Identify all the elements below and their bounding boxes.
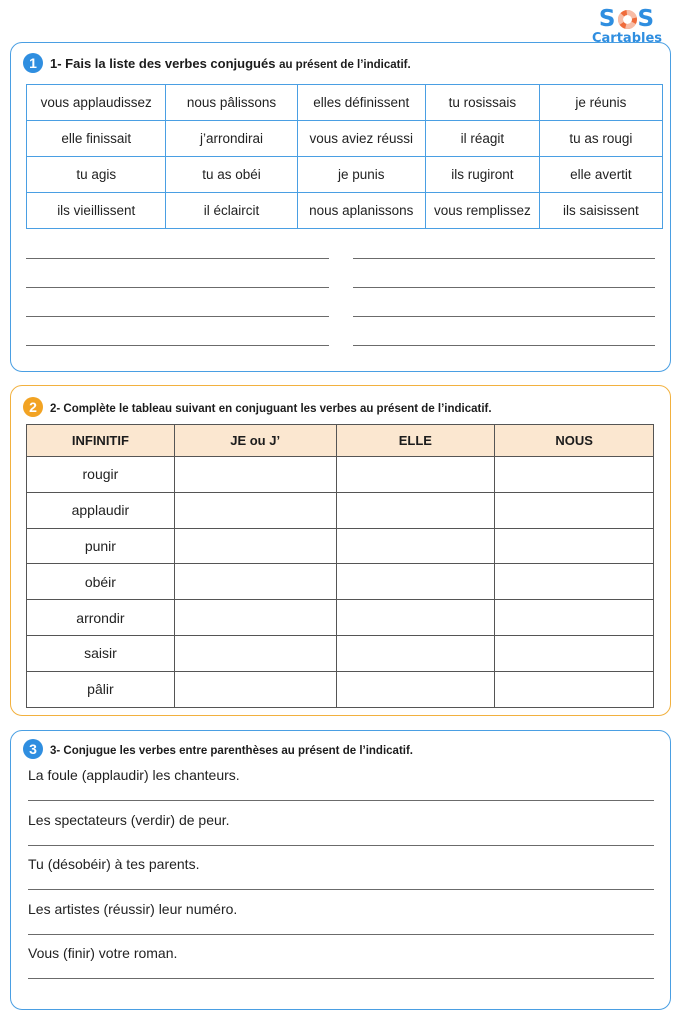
answer-cell-je[interactable] (174, 671, 336, 707)
conjugation-row (27, 528, 654, 564)
answer-cell-nous[interactable] (495, 671, 654, 707)
answer-cell-nous[interactable] (495, 564, 654, 600)
conjugation-table (26, 424, 654, 708)
exercise-1-heading: 1- Fais la liste des verbes conjugués au présent de l’indicatif. (50, 56, 411, 71)
exercise-sentence: Vous (finir) votre roman. (28, 945, 178, 961)
answer-line[interactable] (26, 316, 329, 317)
answer-cell-je[interactable] (174, 635, 336, 671)
verb-grid-cell: tu as obéi (166, 157, 297, 193)
exercise-sentence: Tu (désobéir) à tes parents. (28, 856, 200, 872)
answer-line[interactable] (28, 845, 654, 846)
verb-grid-cell: ils vieillissent (27, 193, 166, 229)
answer-line[interactable] (353, 316, 655, 317)
answer-cell-elle[interactable] (336, 600, 495, 636)
answer-cell-nous[interactable] (495, 457, 654, 493)
answer-cell-elle[interactable] (336, 635, 495, 671)
answer-line[interactable] (353, 345, 655, 346)
answer-line[interactable] (28, 978, 654, 979)
answer-cell-elle[interactable] (336, 528, 495, 564)
answer-line[interactable] (26, 345, 329, 346)
infinitive-cell: rougir (27, 457, 175, 493)
verb-grid-cell: nous pâlissons (166, 85, 297, 121)
exercise-sentence: Les spectateurs (verdir) de peur. (28, 811, 230, 828)
answer-cell-je[interactable] (174, 528, 336, 564)
verb-grid-cell: il éclaircit (166, 193, 297, 229)
verb-grid-cell: tu as rougi (539, 121, 662, 157)
conjugation-row (27, 600, 654, 636)
column-header-elle: ELLE (336, 425, 495, 457)
infinitive-cell: arrondir (27, 600, 175, 636)
infinitive-cell: saisir (27, 635, 175, 671)
answer-cell-je[interactable] (174, 457, 336, 493)
answer-cell-elle[interactable] (336, 564, 495, 600)
exercise-2-section (10, 385, 671, 716)
answer-line[interactable] (28, 934, 654, 935)
verb-grid-row (27, 157, 663, 193)
answer-cell-elle[interactable] (336, 671, 495, 707)
verb-grid (26, 84, 663, 229)
column-header-je: JE ou J’ (174, 425, 336, 457)
answer-cell-je[interactable] (174, 600, 336, 636)
logo-sos: S S (598, 6, 656, 32)
infinitive-cell: pâlir (27, 671, 175, 707)
answer-cell-nous[interactable] (495, 600, 654, 636)
exercise-1-section (10, 42, 671, 372)
answer-line[interactable] (26, 287, 329, 288)
verb-grid-row (27, 193, 663, 229)
verb-grid-cell: ils rugiront (425, 157, 539, 193)
answer-cell-nous[interactable] (495, 492, 654, 528)
exercise-3-heading: 3- Conjugue les verbes entre parenthèses au présent de l’indicatif. (50, 745, 413, 757)
exercise-sentence: Les artistes (réussir) leur numéro. (28, 900, 238, 917)
conjugation-row (27, 492, 654, 528)
infinitive-cell: applaudir (27, 492, 175, 528)
exercise-2-heading: 2- Complète le tableau suivant en conjuguant les verbes au présent de l’indicatif. (50, 403, 492, 415)
verb-grid-cell: ils saisissent (539, 193, 662, 229)
verb-grid-cell: elle finissait (27, 121, 166, 157)
conjugation-row (27, 671, 654, 707)
lifebuoy-icon (618, 10, 637, 29)
verb-grid-cell: tu rosissais (425, 85, 539, 121)
verb-grid-cell: nous aplanissons (297, 193, 425, 229)
verb-grid-cell: elle avertit (539, 157, 662, 193)
verb-grid-cell: vous aviez réussi (297, 121, 425, 157)
column-header-nous: NOUS (495, 425, 654, 457)
infinitive-cell: punir (27, 528, 175, 564)
verb-grid-cell: vous remplissez (425, 193, 539, 229)
infinitive-cell: obéir (27, 564, 175, 600)
verb-grid-row (27, 85, 663, 121)
conjugation-row (27, 457, 654, 493)
exercise-1-number-badge: 1 (23, 53, 43, 73)
verb-grid-cell: je punis (297, 157, 425, 193)
answer-line[interactable] (353, 287, 655, 288)
answer-line[interactable] (353, 258, 655, 259)
exercise-2-number-badge: 2 (23, 397, 43, 417)
answer-cell-elle[interactable] (336, 457, 495, 493)
answer-cell-elle[interactable] (336, 492, 495, 528)
answer-cell-je[interactable] (174, 564, 336, 600)
conjugation-row (27, 635, 654, 671)
exercise-3-section (10, 730, 671, 1010)
verb-grid-cell: je réunis (539, 85, 662, 121)
column-header-infinitif: INFINITIF (27, 425, 175, 457)
conjugation-row (27, 564, 654, 600)
verb-grid-cell: il réagit (425, 121, 539, 157)
verb-grid-row (27, 121, 663, 157)
logo-cartables: Cartables (591, 31, 663, 46)
exercise-3-number-badge: 3 (23, 739, 43, 759)
verb-grid-cell: j’arrondirai (166, 121, 297, 157)
exercise-sentence: La foule (applaudir) les chanteurs. (28, 767, 240, 783)
verb-grid-cell: elles définissent (297, 85, 425, 121)
answer-cell-nous[interactable] (495, 528, 654, 564)
answer-line[interactable] (26, 258, 329, 259)
answer-line[interactable] (28, 800, 654, 801)
verb-grid-cell: vous applaudissez (27, 85, 166, 121)
answer-cell-je[interactable] (174, 492, 336, 528)
verb-grid-cell: tu agis (27, 157, 166, 193)
answer-line[interactable] (28, 889, 654, 890)
answer-cell-nous[interactable] (495, 635, 654, 671)
